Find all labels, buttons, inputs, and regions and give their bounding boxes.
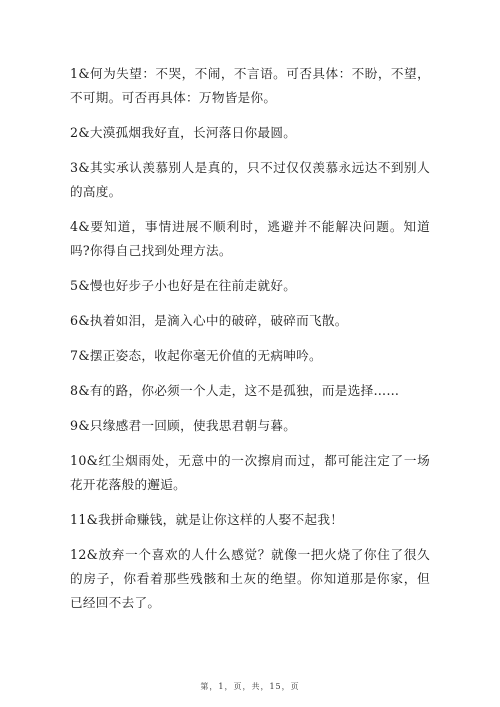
paragraph-6: 6&执着如泪，是滴入心中的破碎，破碎而飞散。 (70, 313, 348, 328)
paragraph-3: 3&其实承认羡慕别人是真的，只不过仅仅羡慕永远达不到别人的高度。 (70, 160, 430, 199)
paragraph-4: 4&要知道，事情进展不顺利时，逃避并不能解决问题。知道吗?你得自己找到处理方法。 (70, 219, 430, 258)
paragraph-2: 2&大漠孤烟我好直，长河落日你最圆。 (70, 125, 297, 140)
paragraph-12: 12&放弃一个喜欢的人什么感觉？就像一把火烧了你住了很久的房子，你看着那些残骸和土灰的绝望。你知道那是你家，但已经回不去了。 (70, 547, 430, 610)
paragraph-11: 11&我拼命赚钱，就是让你这样的人娶不起我！ (70, 512, 344, 527)
document-body (70, 62, 430, 626)
paragraph-9: 9&只缘感君一回顾，使我思君朝与暮。 (70, 418, 297, 433)
page-number-footer: 第，1，页，共，15，页 (200, 682, 300, 691)
paragraph-10: 10&红尘烟雨处，无意中的一次擦肩而过，都可能注定了一场花开花落般的邂逅。 (70, 453, 430, 492)
paragraph-7: 7&摆正姿态，收起你毫无价值的无病呻吟。 (70, 348, 322, 363)
paragraph-8: 8&有的路，你必须一个人走，这不是孤独，而是选择…… (70, 383, 400, 398)
paragraph-5: 5&慢也好步子小也好是在往前走就好。 (70, 278, 297, 293)
paragraph-1: 1&何为失望：不哭，不闹，不言语。可否具体：不盼，不望，不可期。可否再具体：万物皆是你。 (70, 66, 430, 105)
